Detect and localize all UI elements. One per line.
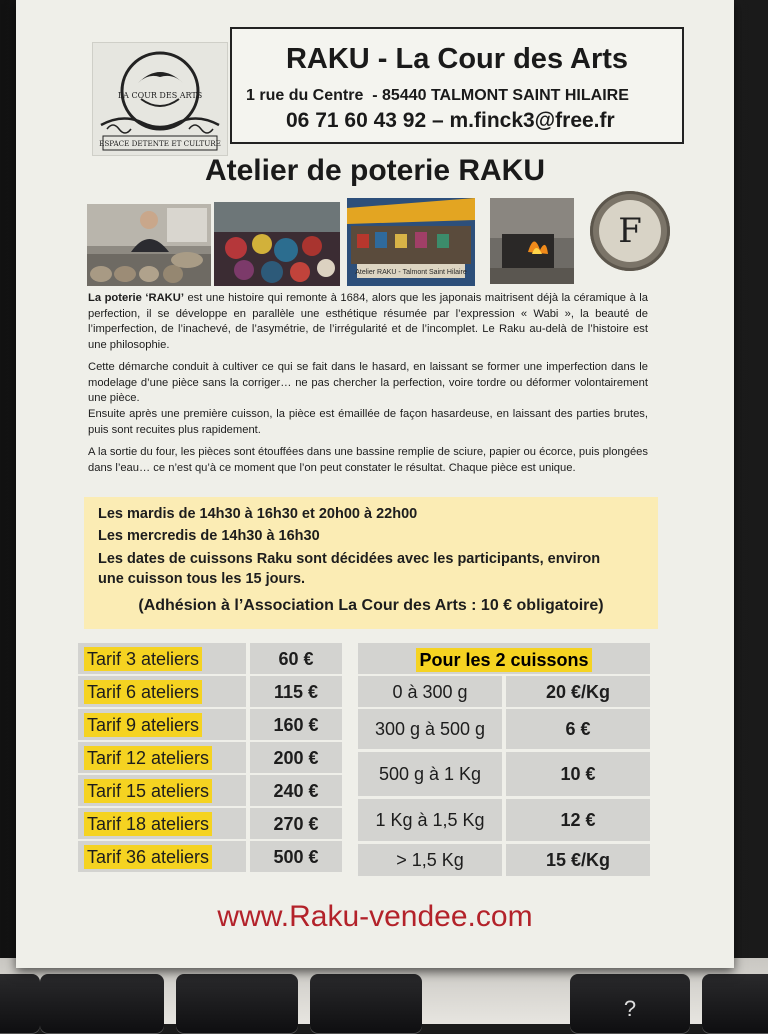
logo-top-text: LA COUR DES ARTS (117, 91, 203, 100)
keyboard-key (176, 974, 298, 1034)
tarif-price: 160 € (273, 715, 319, 735)
tarif-label: Tarif 6 ateliers (84, 680, 202, 704)
cuisson-price: 10 € (560, 764, 596, 784)
schedule-line-2: Les mercredis de 14h30 à 16h30 (98, 528, 320, 544)
schedule-block (84, 497, 658, 629)
header-address: 1 rue du Centre - 85440 TALMONT SAINT HILAIRE (246, 87, 629, 104)
flyer-card (16, 0, 734, 968)
table-row (506, 844, 650, 876)
table-row (78, 709, 246, 740)
tarif-label: Tarif 12 ateliers (84, 746, 212, 770)
table-row (506, 676, 650, 707)
association-logo (92, 42, 228, 156)
cuisson-weight: 300 g à 500 g (374, 719, 486, 739)
cuissons-header (358, 643, 650, 674)
tarif-price: 240 € (273, 781, 319, 801)
table-row (358, 844, 502, 876)
tarif-label: Tarif 3 ateliers (84, 647, 202, 671)
raku-fire-photo (490, 198, 574, 284)
cuissons-header-label: Pour les 2 cuissons (416, 648, 591, 672)
table-row (358, 709, 502, 749)
description-text: est une histoire qui remonte à 1684, alors que les japonais maitrisent déjà la céramique à la perfection, il se développe en parallèle une esthétique résumée par l’expression « Wabi », la beauté de l’imperfection, de l’inachevé, de l’asymétrie, de l’irrégularité et de l’incomplet. Le Raku au-delà de l’histoire est une philosophie. (88, 292, 649, 351)
cuisson-weight: 1 Kg à 1,5 Kg (375, 810, 485, 830)
tarif-price: 500 € (273, 847, 319, 867)
keyboard-key (40, 974, 164, 1034)
schedule-line-4: une cuisson tous les 15 jours. (98, 571, 306, 587)
cuisson-price: 15 €/Kg (545, 850, 611, 870)
table-row (506, 709, 650, 749)
table-row (358, 799, 502, 841)
table-row (78, 676, 246, 707)
description-paragraph-3: Ensuite après une première cuisson, la pièce est émaillée de façon hasardeuse, en laissant des parties brutes, puis sont recuites plus rapidement. (88, 408, 648, 436)
table-row (250, 775, 342, 806)
schedule-line-3: Les dates de cuissons Raku sont décidées avec les participants, environ (98, 551, 601, 567)
table-row (358, 676, 502, 707)
badge-icon (590, 191, 670, 271)
cuisson-weight: > 1,5 Kg (396, 850, 464, 870)
tarif-price: 270 € (273, 814, 319, 834)
table-row (250, 709, 342, 740)
header-title: RAKU - La Cour des Arts (285, 43, 629, 75)
main-title: Atelier de poterie RAKU (204, 154, 546, 187)
potter-photo (87, 204, 211, 286)
table-row (506, 752, 650, 796)
schedule-line-1: Les mardis de 14h30 à 16h30 et 20h00 à 22h00 (98, 506, 418, 522)
table-row (78, 775, 246, 806)
cuisson-weight: 500 g à 1 Kg (378, 764, 482, 784)
cuisson-price: 6 € (565, 719, 591, 739)
table-row (506, 799, 650, 841)
table-row (250, 841, 342, 872)
description-paragraph-4: A la sortie du four, les pièces sont étouffées dans une bassine remplie de sciure, papier ou écorce, puis plongées dans l’eau… ce n’est qu’à ce moment que l’on peut constater le résultat. Chaque pièce est unique. (88, 446, 648, 474)
description-paragraph-2: Cette démarche conduit à cultiver ce qui se fait dans le hasard, en laissant se former une imperfection dans le modelage d’une pièce sans la corriger… ne pas chercher la perfection, voire tordre ou déformer volontairement une pièce. (88, 361, 648, 404)
table-row (78, 643, 246, 674)
table-row (250, 643, 342, 674)
market-stand-photo (347, 198, 475, 286)
table-row (250, 742, 342, 773)
tarif-price: 115 € (273, 682, 319, 702)
table-row (250, 676, 342, 707)
tarif-label: Tarif 9 ateliers (84, 713, 202, 737)
header-contact: 06 71 60 43 92 – m.finck3@free.fr (286, 109, 615, 132)
cuisson-price: 20 €/Kg (545, 682, 611, 702)
badge-letter: F (599, 200, 661, 262)
keyboard-key (702, 974, 768, 1034)
table-row (358, 752, 502, 796)
cuisson-price: 12 € (560, 810, 596, 830)
website-url: www.Raku-vendee.com (217, 900, 533, 933)
photo-sign-text: Atelier RAKU - Talmont Saint Hilaire (355, 269, 467, 276)
table-row (78, 841, 246, 872)
keyboard-key: ? (570, 974, 690, 1034)
logo-bottom-text: ESPACE DETENTE ET CULTURE (99, 139, 221, 148)
tarif-price: 200 € (273, 748, 319, 768)
table-row (250, 808, 342, 839)
tarif-price: 60 € (278, 649, 314, 669)
description-lead: La poterie ‘RAKU’ (88, 292, 184, 304)
ceramics-table-photo (214, 202, 340, 286)
tarif-label: Tarif 36 ateliers (84, 845, 212, 869)
table-row (78, 808, 246, 839)
tarif-label: Tarif 18 ateliers (84, 812, 212, 836)
adhesion-note: (Adhésion à l’Association La Cour des Arts : 10 € obligatoire) (138, 597, 604, 614)
keyboard-key (310, 974, 422, 1034)
description-paragraph-1 (88, 291, 648, 353)
keyboard-key (0, 974, 40, 1034)
table-row (78, 742, 246, 773)
cuisson-weight: 0 à 300 g (392, 682, 468, 702)
header-box (230, 27, 684, 144)
tarif-label: Tarif 15 ateliers (84, 779, 212, 803)
